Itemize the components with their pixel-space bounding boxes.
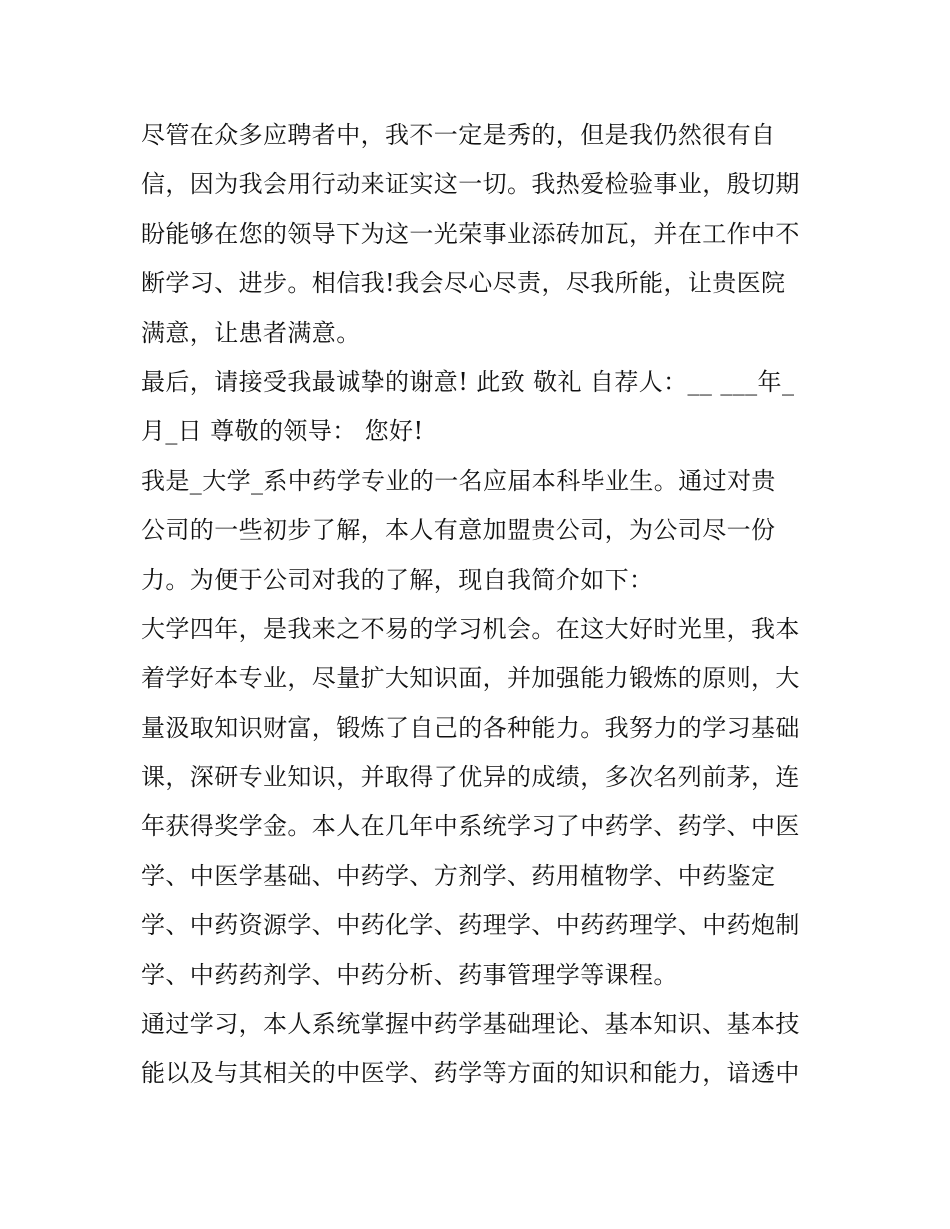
- text-line: 学、中医学基础、中药学、方剂学、药用植物学、中药鉴定: [141, 861, 776, 890]
- text-line: 最后，请接受我最诚挚的谢意! 此致 敬礼 自荐人：__ ___年_: [141, 367, 795, 396]
- text-line: 大学四年，是我来之不易的学习机会。在这大好时光里，我本: [141, 614, 800, 643]
- text-line: 月_日 尊敬的领导： 您好!: [141, 417, 424, 446]
- text-line: 着学好本专业，尽量扩大知识面，并加强能力锻炼的原则，大: [141, 664, 800, 693]
- text-line: 学、中药资源学、中药化学、药理学、中药药理学、中药炮制: [141, 911, 800, 940]
- text-line: 尽管在众多应聘者中，我不一定是秀的，但是我仍然很有自: [141, 121, 776, 149]
- body-text: [141, 111, 813, 1099]
- text-line: 公司的一些初步了解，本人有意加盟贵公司，为公司尽一份: [141, 516, 776, 545]
- text-line: 能以及与其相关的中医学、药学等方面的知识和能力，谙透中: [141, 1059, 800, 1088]
- text-line: 通过学习，本人系统掌握中药学基础理论、基本知识、基本技: [141, 1010, 800, 1039]
- text-line: 盼能够在您的领导下为这一光荣事业添砖加瓦，并在工作中不: [141, 219, 800, 248]
- text-line: 断学习、进步。相信我!我会尽心尽责，尽我所能，让贵医院: [141, 269, 786, 298]
- text-line: 我是_大学_系中药学专业的一名应届本科毕业生。通过对贵: [141, 466, 776, 495]
- text-line: 信，因为我会用行动来证实这一切。我热爱检验事业，殷切期: [141, 170, 800, 199]
- text-line: 力。为便于公司对我的了解，现自我简介如下：: [141, 565, 654, 594]
- text-line: 学、中药药剂学、中药分析、药事管理学等课程。: [141, 960, 678, 989]
- text-line: 年获得奖学金。本人在几年中系统学习了中药学、药学、中医: [141, 812, 800, 841]
- text-line: 满意，让患者满意。: [141, 318, 361, 347]
- text-line: 量汲取知识财富，锻炼了自己的各种能力。我努力的学习基础: [141, 713, 800, 742]
- text-line: 课，深研专业知识，并取得了优异的成绩，多次名列前茅，连: [141, 763, 800, 792]
